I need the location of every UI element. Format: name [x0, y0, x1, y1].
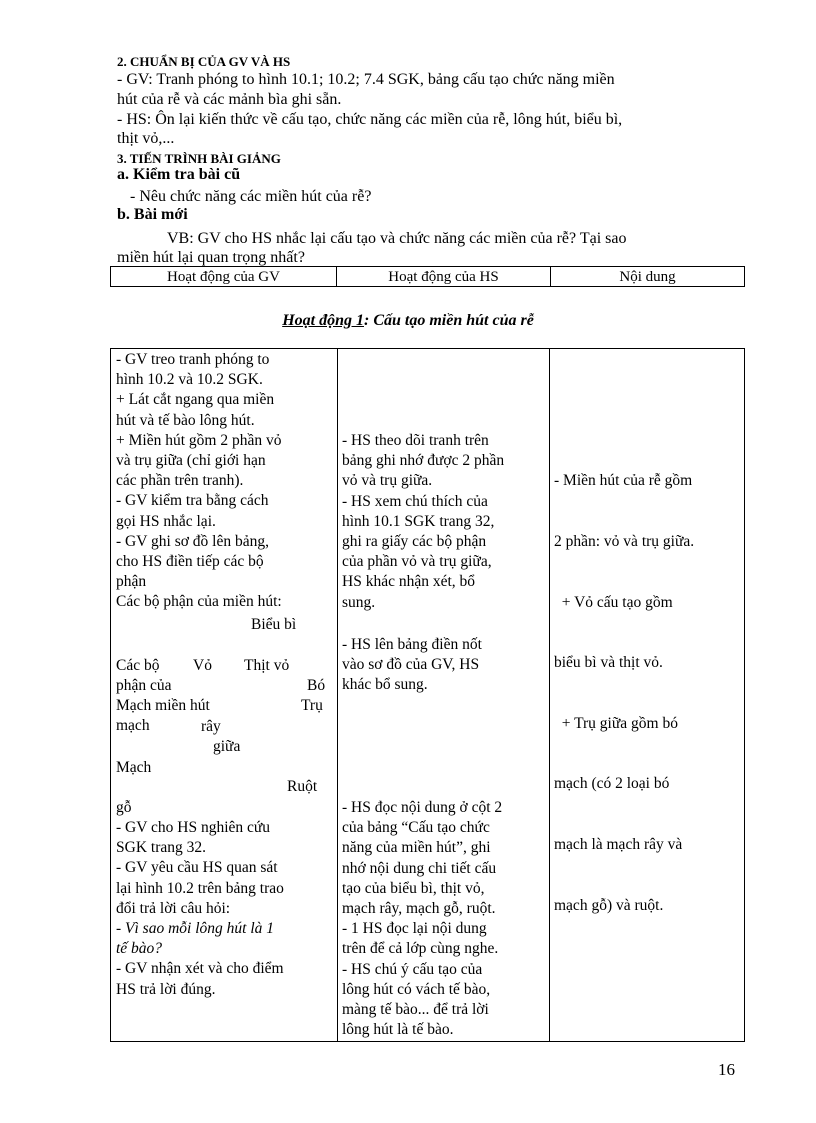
- gv-line: hình 10.2 và 10.2 SGK.: [116, 371, 263, 389]
- diagram-mach-2: Mạch: [116, 759, 152, 776]
- gv-line: - GV nhận xét và cho điểm: [116, 960, 284, 978]
- hs-line: - HS lên bảng điền nốt: [342, 636, 482, 653]
- page-number: 16: [718, 1060, 735, 1079]
- hs-line: HS khác nhận xét, bổ: [342, 573, 476, 591]
- activity-table: [110, 348, 745, 1042]
- gv-line: đổi trả lời câu hỏi:: [116, 899, 231, 917]
- hs-line: khác bổ sung.: [342, 676, 428, 694]
- hs-line: năng của miền hút”, ghi: [342, 839, 491, 857]
- subsection-b-title: b. Bài mới: [117, 206, 188, 223]
- diagram-bo: Bó: [307, 677, 326, 694]
- hs-line: mạch rây, mạch gỗ, ruột.: [342, 900, 496, 918]
- diagram-label: Các bộ: [116, 657, 160, 674]
- gv-line: lại hình 10.2 trên bảng trao: [116, 879, 284, 897]
- header-gv: Hoạt động của GV: [111, 267, 337, 286]
- gv-line: + Miền hút gồm 2 phần vỏ: [116, 431, 282, 449]
- content-line: biểu bì và thịt vỏ.: [554, 654, 663, 672]
- hs-line: của bảng “Cấu tạo chức: [342, 819, 490, 837]
- diagram-ray: rây: [201, 718, 221, 735]
- diagram-thit-vo: Thịt vỏ: [244, 657, 290, 674]
- hs-line: vỏ và trụ giữa.: [342, 472, 433, 490]
- gv-line: Các bộ phận của miền hút:: [116, 593, 282, 611]
- gv-line: - GV yêu cầu HS quan sát: [116, 859, 278, 877]
- hs-line: - HS chú ý cấu tạo của: [342, 960, 483, 978]
- hs-line: tạo của biểu bì, thịt vỏ,: [342, 879, 485, 897]
- gv-line: cho HS điền tiếp các bộ: [116, 553, 264, 571]
- gv-column-2: [116, 818, 332, 1000]
- gv-line: - GV treo tranh phóng to: [116, 351, 270, 368]
- gv-line: - GV cho HS nghiên cứu: [116, 819, 271, 836]
- diagram-label: Mạch miền hút: [116, 697, 210, 714]
- content-line: - Miền hút của rễ gồm: [554, 472, 693, 490]
- hs-line: - 1 HS đọc lại nội dung: [342, 920, 487, 938]
- hs-line: hình 10.1 SGK trang 32,: [342, 512, 495, 530]
- column-divider: [549, 349, 550, 1041]
- gv-prep-line-1: - GV: Tranh phóng to hình 10.1; 10.2; 7.4 SGK, bảng cấu tạo chức năng miền: [117, 71, 615, 88]
- hs-prep-line-1: - HS: Ôn lại kiến thức về cấu tạo, chức năng các miền của rễ, lông hút, biểu bì,: [117, 111, 623, 128]
- diagram-label: phận của: [116, 677, 172, 694]
- hs-line: - HS xem chú thích của: [342, 492, 488, 510]
- diagram-go: gỗ: [116, 799, 132, 816]
- header-hs: Hoạt động của HS: [337, 267, 551, 286]
- gv-line: SGK trang 32.: [116, 839, 206, 857]
- diagram-tru: Trụ: [301, 697, 323, 714]
- gv-prep-line-2: hút của rễ và các mảnh bìa ghi sẵn.: [117, 91, 342, 108]
- diagram-giua: giữa: [213, 738, 241, 755]
- hs-column-3: [342, 798, 545, 1040]
- content-line: mạch gỗ) và ruột.: [554, 896, 664, 914]
- hs-line: sung.: [342, 593, 376, 611]
- gv-line: HS trả lời đúng.: [116, 980, 216, 998]
- diagram-vo: Vỏ: [193, 657, 212, 674]
- header-table: [110, 266, 745, 287]
- hs-line: ghi ra giấy các bộ phận: [342, 533, 487, 551]
- hs-line: màng tế bào... để trả lời: [342, 1001, 489, 1019]
- gv-line: hút và tế bào lông hút.: [116, 411, 255, 429]
- hs-line: nhớ nội dung chi tiết cấu: [342, 859, 497, 877]
- diagram-mach: mạch: [116, 717, 150, 734]
- hs-line: trên để cả lớp cùng nghe.: [342, 940, 499, 958]
- content-line: mạch (có 2 loại bó: [554, 775, 670, 793]
- gv-line: - GV kiểm tra bằng cách: [116, 492, 269, 510]
- hs-line: của phần vỏ và trụ giữa,: [342, 553, 492, 571]
- gv-column: [116, 350, 332, 613]
- old-lesson-question: - Nêu chức năng các miền hút của rễ?: [130, 188, 372, 205]
- gv-line: các phần trên tranh).: [116, 472, 244, 490]
- hs-column-1: [342, 431, 545, 613]
- content-line: + Vỏ cấu tạo gồm: [554, 593, 673, 611]
- activity-label: Hoạt động 1: [282, 312, 364, 329]
- hs-prep-line-2: thịt vỏ,...: [117, 130, 175, 147]
- subsection-a-title: a. Kiểm tra bài cũ: [117, 166, 241, 183]
- gv-question: - Vì sao mỗi lông hút là 1: [116, 920, 275, 938]
- header-content: Nội dung: [619, 269, 676, 285]
- hs-line: lông hút là tế bào.: [342, 1021, 454, 1039]
- hs-line: bảng ghi nhớ được 2 phần: [342, 452, 505, 470]
- hs-line: vào sơ đồ của GV, HS: [342, 656, 480, 674]
- content-line: + Trụ giữa gồm bó: [554, 714, 678, 732]
- activity-title: [0, 312, 816, 330]
- content-line: mạch là mạch rây và: [554, 836, 683, 854]
- hs-line: - HS đọc nội dung ở cột 2: [342, 799, 503, 816]
- column-divider: [337, 349, 338, 1041]
- intro-line-1: VB: GV cho HS nhắc lại cấu tạo và chức năng các miền của rễ? Tại sao: [167, 230, 627, 247]
- gv-line: phận: [116, 573, 147, 591]
- hs-line: - HS theo dõi tranh trên: [342, 432, 489, 449]
- diagram-ruot: Ruột: [287, 778, 318, 795]
- diagram-bieu-bi: Biểu bì: [251, 616, 297, 633]
- gv-line: và trụ giữa (chỉ giới hạn: [116, 452, 266, 470]
- gv-line: gọi HS nhắc lại.: [116, 512, 216, 530]
- hs-column-2: [342, 635, 545, 696]
- content-column: [554, 431, 740, 956]
- hs-line: lông hút có vách tế bào,: [342, 980, 491, 998]
- gv-line: - GV ghi sơ đồ lên bảng,: [116, 532, 269, 550]
- gv-question: tế bào?: [116, 940, 163, 958]
- section-2-title: 2. CHUẨN BỊ CỦA GV VÀ HS: [117, 54, 291, 69]
- activity-name: : Cấu tạo miền hút của rễ: [363, 312, 534, 329]
- gv-line: + Lát cắt ngang qua miền: [116, 391, 275, 409]
- content-line: 2 phần: vỏ và trụ giữa.: [554, 533, 695, 551]
- section-3-title: 3. TIẾN TRÌNH BÀI GIẢNG: [117, 151, 281, 166]
- intro-line-2: miền hút lại quan trọng nhất?: [117, 249, 305, 266]
